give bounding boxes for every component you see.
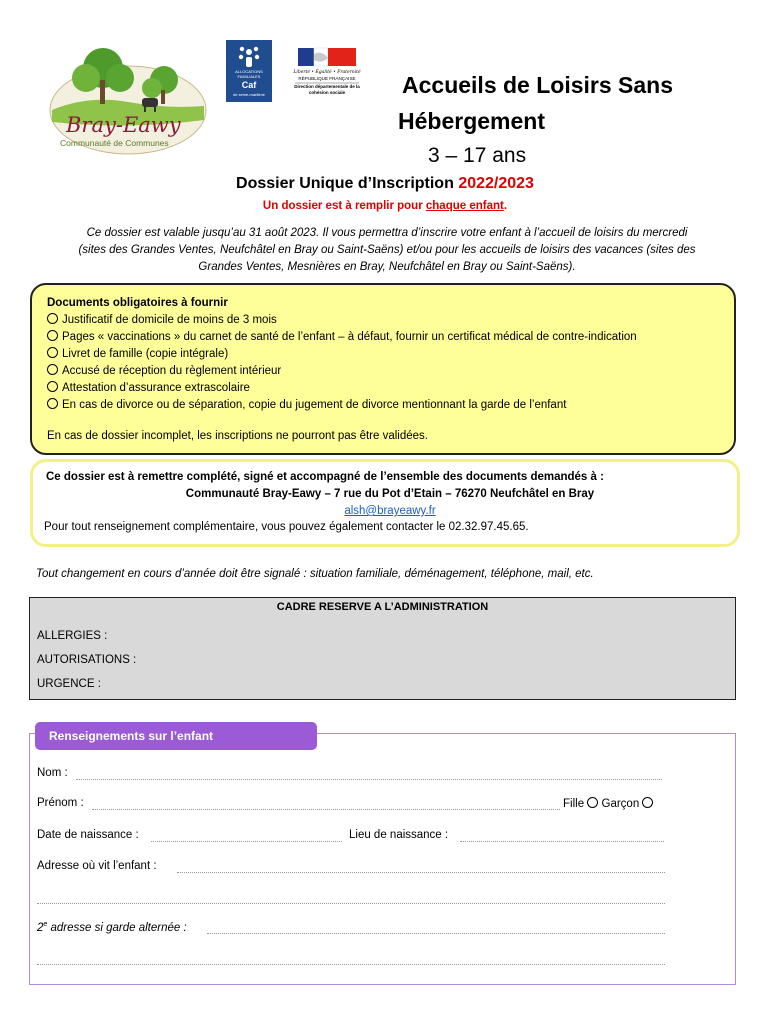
date-naissance-field[interactable]	[151, 841, 342, 842]
admin-urgence-label: URGENCE :	[37, 678, 101, 690]
circle-bullet-icon	[47, 381, 58, 392]
adresse2-field-line2[interactable]	[37, 964, 665, 965]
dossier-subtitle-after: .	[503, 200, 508, 212]
age-range: 3 – 17 ans	[428, 144, 527, 167]
admin-heading: CADRE RESERVE A L’ADMINISTRATION	[276, 601, 489, 613]
dossier-subtitle-before: Un dossier est à remplir pour	[262, 200, 426, 212]
page-title-line1: Accueils de Loisirs Sans	[402, 72, 674, 98]
circle-bullet-icon	[47, 364, 58, 375]
republique-francaise-logo	[292, 46, 362, 102]
bray-eawy-logo	[48, 40, 208, 155]
dossier-title	[0, 175, 770, 193]
admin-allergies-label: ALLERGIES :	[37, 630, 108, 642]
bray-logo-subtext: Communauté de Communes	[60, 138, 169, 148]
dossier-subtitle	[0, 200, 770, 212]
fille-label: Fille	[563, 798, 585, 810]
remit-email-link[interactable]: alsh@brayeawy.fr	[344, 505, 436, 517]
caf-line3: Caf	[241, 80, 257, 90]
document-item: En cas de divorce ou de séparation, copie du jugement de divorce mentionnant la garde de l’enfant	[47, 397, 637, 414]
document-item: Pages « vaccinations » du carnet de santé de l’enfant – à défaut, fournir un certificat médical de contre-indication	[47, 329, 637, 346]
caf-line1: ALLOCATIONS	[235, 69, 263, 74]
rf-motto: Liberté • Égalité • Fraternité	[293, 70, 361, 75]
dossier-subtitle-emphasis: chaque enfant	[425, 200, 504, 212]
circle-bullet-icon	[47, 330, 58, 341]
caf-line2: FAMILIALES	[237, 74, 261, 79]
intro-line: Grandes Ventes, Mesnières en Bray, Neufchâtel en Bray ou Saint-Saëns).	[198, 261, 576, 273]
intro-paragraph	[44, 225, 730, 276]
garcon-label: Garçon	[601, 798, 640, 810]
intro-line: Ce dossier est valable jusqu’au 31 août 2023. Il vous permettra d’inscrire votre enfant à l’accueil de loisirs du mercredi	[86, 227, 688, 239]
adresse-field[interactable]	[177, 872, 665, 873]
prenom-label: Prénom :	[37, 797, 84, 809]
remit-contact: Pour tout renseignement complémentaire, vous pouvez également contacter le 02.32.97.45.65.	[44, 521, 529, 533]
documents-box	[30, 283, 736, 455]
prenom-field[interactable]	[92, 809, 560, 810]
garcon-radio[interactable]	[642, 797, 653, 808]
caf-logo	[226, 40, 272, 102]
change-note: Tout changement en cours d’année doit être signalé : situation familiale, déménagement, téléphone, mail, etc.	[36, 568, 594, 580]
circle-bullet-icon	[47, 347, 58, 358]
intro-line: (sites des Grandes Ventes, Neufchâtel en Bray ou Saint-Saëns) et/ou pour les accueils de loisirs des vacances (sites des	[78, 244, 696, 256]
adresse2-field[interactable]	[207, 933, 665, 934]
adresse2-label: 2e adresse si garde alternée :	[37, 921, 187, 934]
dossier-year: 2022/2023	[458, 175, 534, 192]
documents-heading: Documents obligatoires à fournir	[47, 297, 228, 309]
enfant-section-tab	[35, 722, 317, 750]
document-item: Justificatif de domicile de moins de 3 mois	[47, 312, 637, 329]
page-title-line2: Hébergement	[398, 108, 545, 134]
circle-bullet-icon	[47, 313, 58, 324]
nom-label: Nom :	[37, 767, 68, 779]
fille-radio[interactable]	[587, 797, 598, 808]
remit-instructions: Ce dossier est à remettre complété, signé et accompagné de l’ensemble des documents demandés à :	[46, 471, 604, 483]
enfant-section-title: Renseignements sur l’enfant	[49, 729, 214, 743]
nom-field[interactable]	[76, 779, 662, 780]
lieu-naissance-field[interactable]	[460, 841, 664, 842]
documents-note: En cas de dossier incomplet, les inscriptions ne pourront pas être validées.	[47, 430, 428, 442]
date-naissance-label: Date de naissance :	[37, 829, 139, 841]
sexe-options	[563, 797, 653, 810]
rf-name: RÉPUBLIQUE FRANÇAISE	[298, 76, 356, 81]
dossier-title-text: Dossier Unique d’Inscription	[236, 175, 454, 192]
enfant-section	[29, 733, 736, 985]
adresse-field-line2[interactable]	[37, 903, 665, 904]
lieu-naissance-label: Lieu de naissance :	[349, 829, 449, 841]
admin-autorisations-label: AUTORISATIONS :	[37, 654, 137, 666]
document-item: Accusé de réception du règlement intérieur	[47, 363, 637, 380]
remit-address: Communauté Bray-Eawy – 7 rue du Pot d’Etain – 76270 Neufchâtel en Bray	[185, 488, 595, 500]
document-item: Attestation d’assurance extrascolaire	[47, 380, 637, 397]
rf-dept: Direction départementale de la cohésion sociale	[294, 84, 360, 95]
circle-bullet-icon	[47, 398, 58, 409]
caf-line4: de seine-maritime	[233, 92, 265, 97]
bray-logo-text: Bray-Eawy	[66, 113, 181, 137]
adresse-label: Adresse où vit l’enfant :	[37, 860, 157, 872]
document-item: Livret de famille (copie intégrale)	[47, 346, 637, 363]
